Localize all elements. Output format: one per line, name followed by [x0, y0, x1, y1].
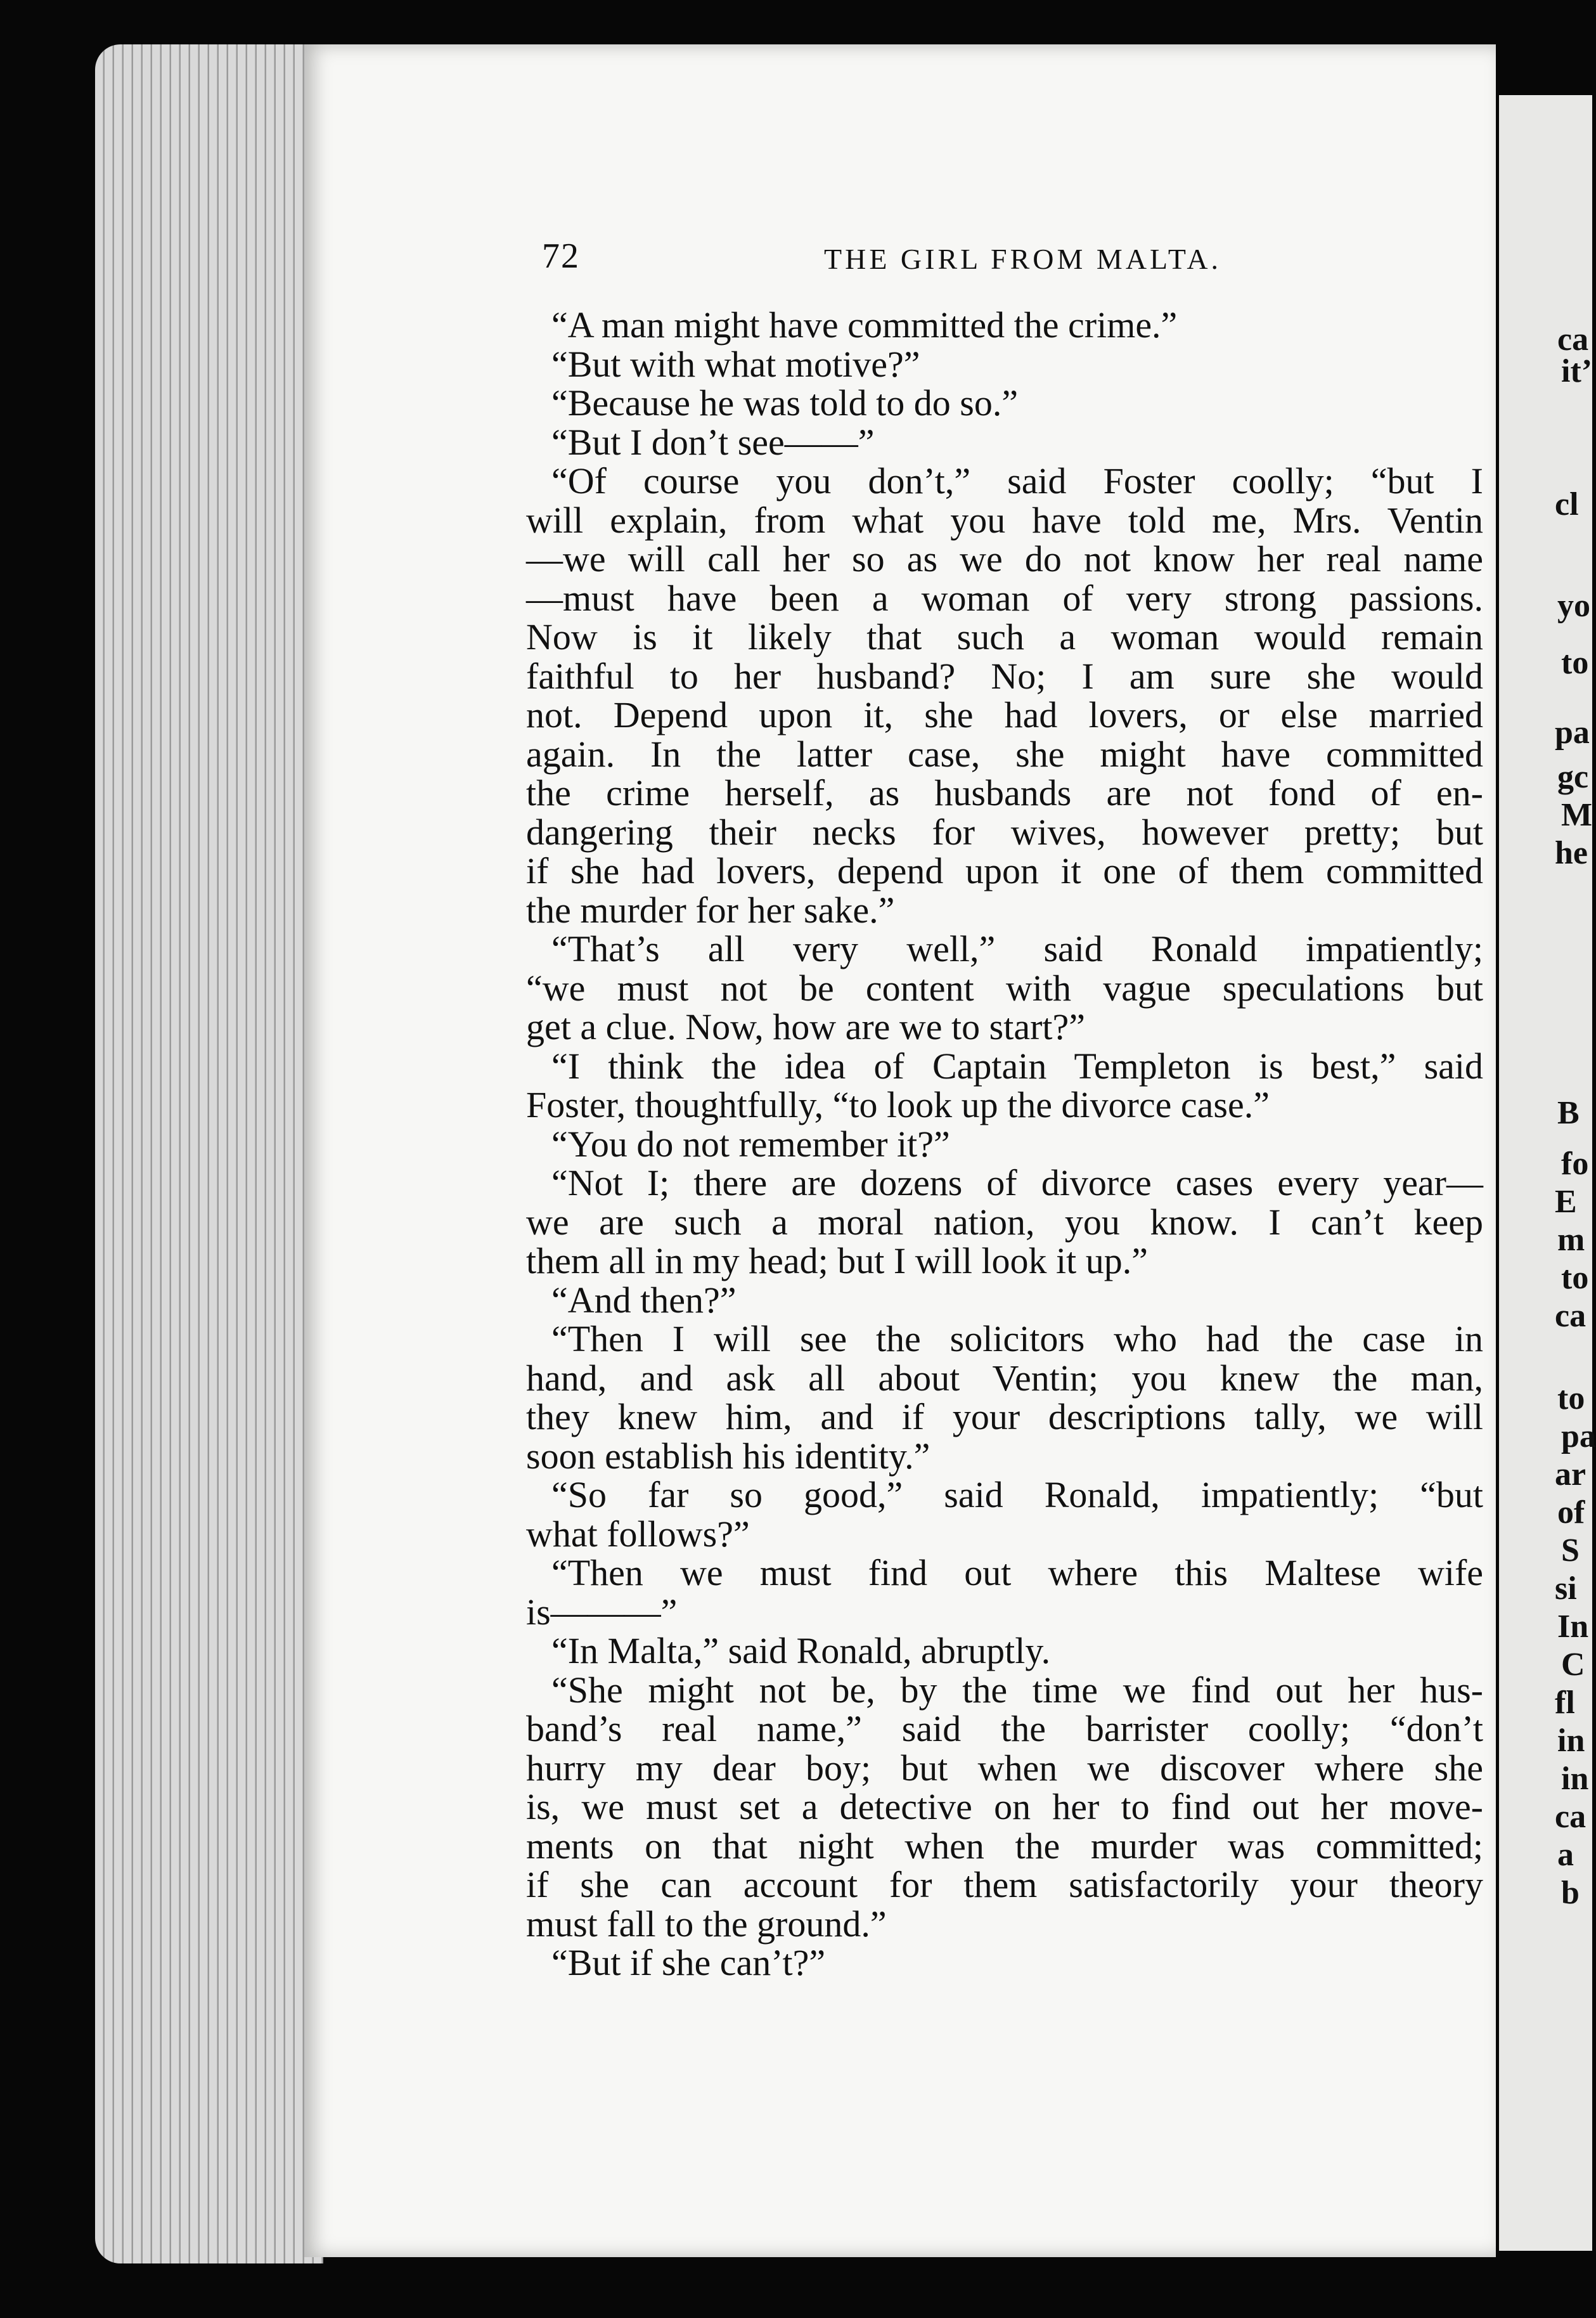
facing-page-fragment: to — [1561, 645, 1589, 681]
text-line: “Because he was told to do so.” — [551, 382, 1019, 424]
text-line: “Not I; there are dozens of divorce cases every year— — [551, 1162, 1483, 1203]
facing-page-fragment: pa — [1561, 1418, 1596, 1454]
text-line: “That’s all very well,” said Ronald impatiently; — [551, 928, 1483, 969]
text-line: “A man might have committed the crime.” — [551, 304, 1178, 346]
facing-page-fragment: in — [1561, 1761, 1589, 1797]
text-line: “But with what motive?” — [551, 343, 920, 385]
page-number: 72 — [542, 236, 580, 276]
facing-page-fragment: B — [1557, 1095, 1580, 1131]
text-line: will explain, from what you have told me, Mrs. Ventin — [526, 499, 1483, 541]
facing-page-fragment: yo — [1557, 588, 1590, 624]
text-line: they knew him, and if your descriptions tally, we will — [526, 1396, 1483, 1437]
text-line: “And then?” — [551, 1279, 737, 1321]
facing-page-fragment: E — [1555, 1184, 1577, 1220]
facing-page-fragment: he — [1555, 835, 1588, 871]
facing-page-fragment: ca — [1557, 321, 1589, 358]
facing-page-fragment: gc — [1557, 759, 1589, 795]
facing-page-fragment: to — [1557, 1380, 1585, 1416]
text-line: “Of course you don’t,” said Foster coolly; “but I — [551, 460, 1483, 502]
text-line: them all in my head; but I will look it up.” — [526, 1240, 1149, 1281]
text-line: ments on that night when the murder was committed; — [526, 1825, 1483, 1867]
text-line: must fall to the ground.” — [526, 1903, 887, 1945]
facing-page-fragment: in — [1557, 1723, 1585, 1759]
text-line: again. In the latter case, she might have committed — [526, 733, 1483, 775]
text-line: is, we must set a detective on her to find out her move- — [526, 1786, 1483, 1827]
text-line: soon establish his identity.” — [526, 1435, 930, 1477]
facing-page-fragment: it’ — [1561, 353, 1593, 389]
running-head: THE GIRL FROM MALTA. — [824, 243, 1222, 275]
text-line: dangering their necks for wives, however pretty; but — [526, 811, 1483, 853]
text-line: is———” — [526, 1591, 678, 1633]
text-line: hand, and ask all about Ventin; you knew the man, — [526, 1357, 1483, 1399]
text-line: band’s real name,” said the barrister coolly; “don’t — [526, 1708, 1483, 1749]
text-line: —we will call her so as we do not know her real name — [526, 538, 1483, 580]
facing-page-fragment: b — [1561, 1875, 1580, 1911]
text-line: if she had lovers, depend upon it one of them committed — [526, 850, 1483, 891]
facing-page-fragment: to — [1561, 1260, 1589, 1296]
page-header — [542, 236, 1258, 280]
text-line: we are such a moral nation, you know. I can’t keep — [526, 1201, 1483, 1243]
text-line: “In Malta,” said Ronald, abruptly. — [551, 1630, 1051, 1671]
text-line: “Then I will see the solicitors who had the case in — [551, 1318, 1483, 1359]
facing-page-fragment: a — [1557, 1837, 1574, 1873]
text-line: “But if she can’t?” — [551, 1942, 826, 1983]
facing-page-fragment: cl — [1555, 486, 1579, 522]
facing-page-fragment: ca — [1555, 1799, 1586, 1835]
text-line: “She might not be, by the time we find out her hus- — [551, 1669, 1483, 1711]
text-line: “So far so good,” said Ronald, impatiently; “but — [551, 1474, 1483, 1515]
text-line: “But I don’t see——” — [551, 421, 875, 463]
text-line: “we must not be content with vague speculations but — [526, 967, 1483, 1009]
text-line: Now is it likely that such a woman would remain — [526, 616, 1483, 657]
text-line: —must have been a woman of very strong passions. — [526, 577, 1483, 619]
facing-page-fragment: fl — [1555, 1685, 1575, 1721]
facing-page-fragment: In — [1557, 1609, 1589, 1645]
facing-page-fragment: ar — [1555, 1456, 1586, 1492]
facing-page-fragment: of — [1557, 1494, 1585, 1531]
text-line: Foster, thoughtfully, “to look up the divorce case.” — [526, 1084, 1270, 1125]
facing-page-fragment: ca — [1555, 1298, 1586, 1334]
text-line: “Then we must find out where this Maltese wife — [551, 1552, 1483, 1593]
text-line: hurry my dear boy; but when we discover where she — [526, 1747, 1483, 1789]
text-line: “You do not remember it?” — [551, 1123, 950, 1165]
facing-page-fragment: S — [1561, 1532, 1580, 1569]
body-text — [526, 306, 1483, 1983]
text-line: what follows?” — [526, 1513, 750, 1555]
text-line: not. Depend upon it, she had lovers, or else married — [526, 694, 1483, 735]
facing-page-fragment: C — [1561, 1647, 1585, 1683]
facing-page-fragment: m — [1557, 1222, 1585, 1258]
text-line: if she can account for them satisfactorily your theory — [526, 1864, 1483, 1905]
text-line: “I think the idea of Captain Templeton is best,” said — [551, 1045, 1483, 1087]
text-line: faithful to her husband? No; I am sure she would — [526, 655, 1483, 697]
facing-page-fragment: si — [1555, 1570, 1577, 1607]
facing-page-fragment: pa — [1555, 715, 1590, 751]
facing-page-edge — [1499, 95, 1596, 2251]
facing-page-fragment: fo — [1561, 1146, 1589, 1182]
facing-page-fragment: M — [1561, 797, 1593, 833]
page-stack-edge — [95, 44, 323, 2263]
text-line: the crime herself, as husbands are not fond of en- — [526, 772, 1483, 813]
text-line: get a clue. Now, how are we to start?” — [526, 1006, 1085, 1047]
text-line: the murder for her sake.” — [526, 889, 895, 931]
